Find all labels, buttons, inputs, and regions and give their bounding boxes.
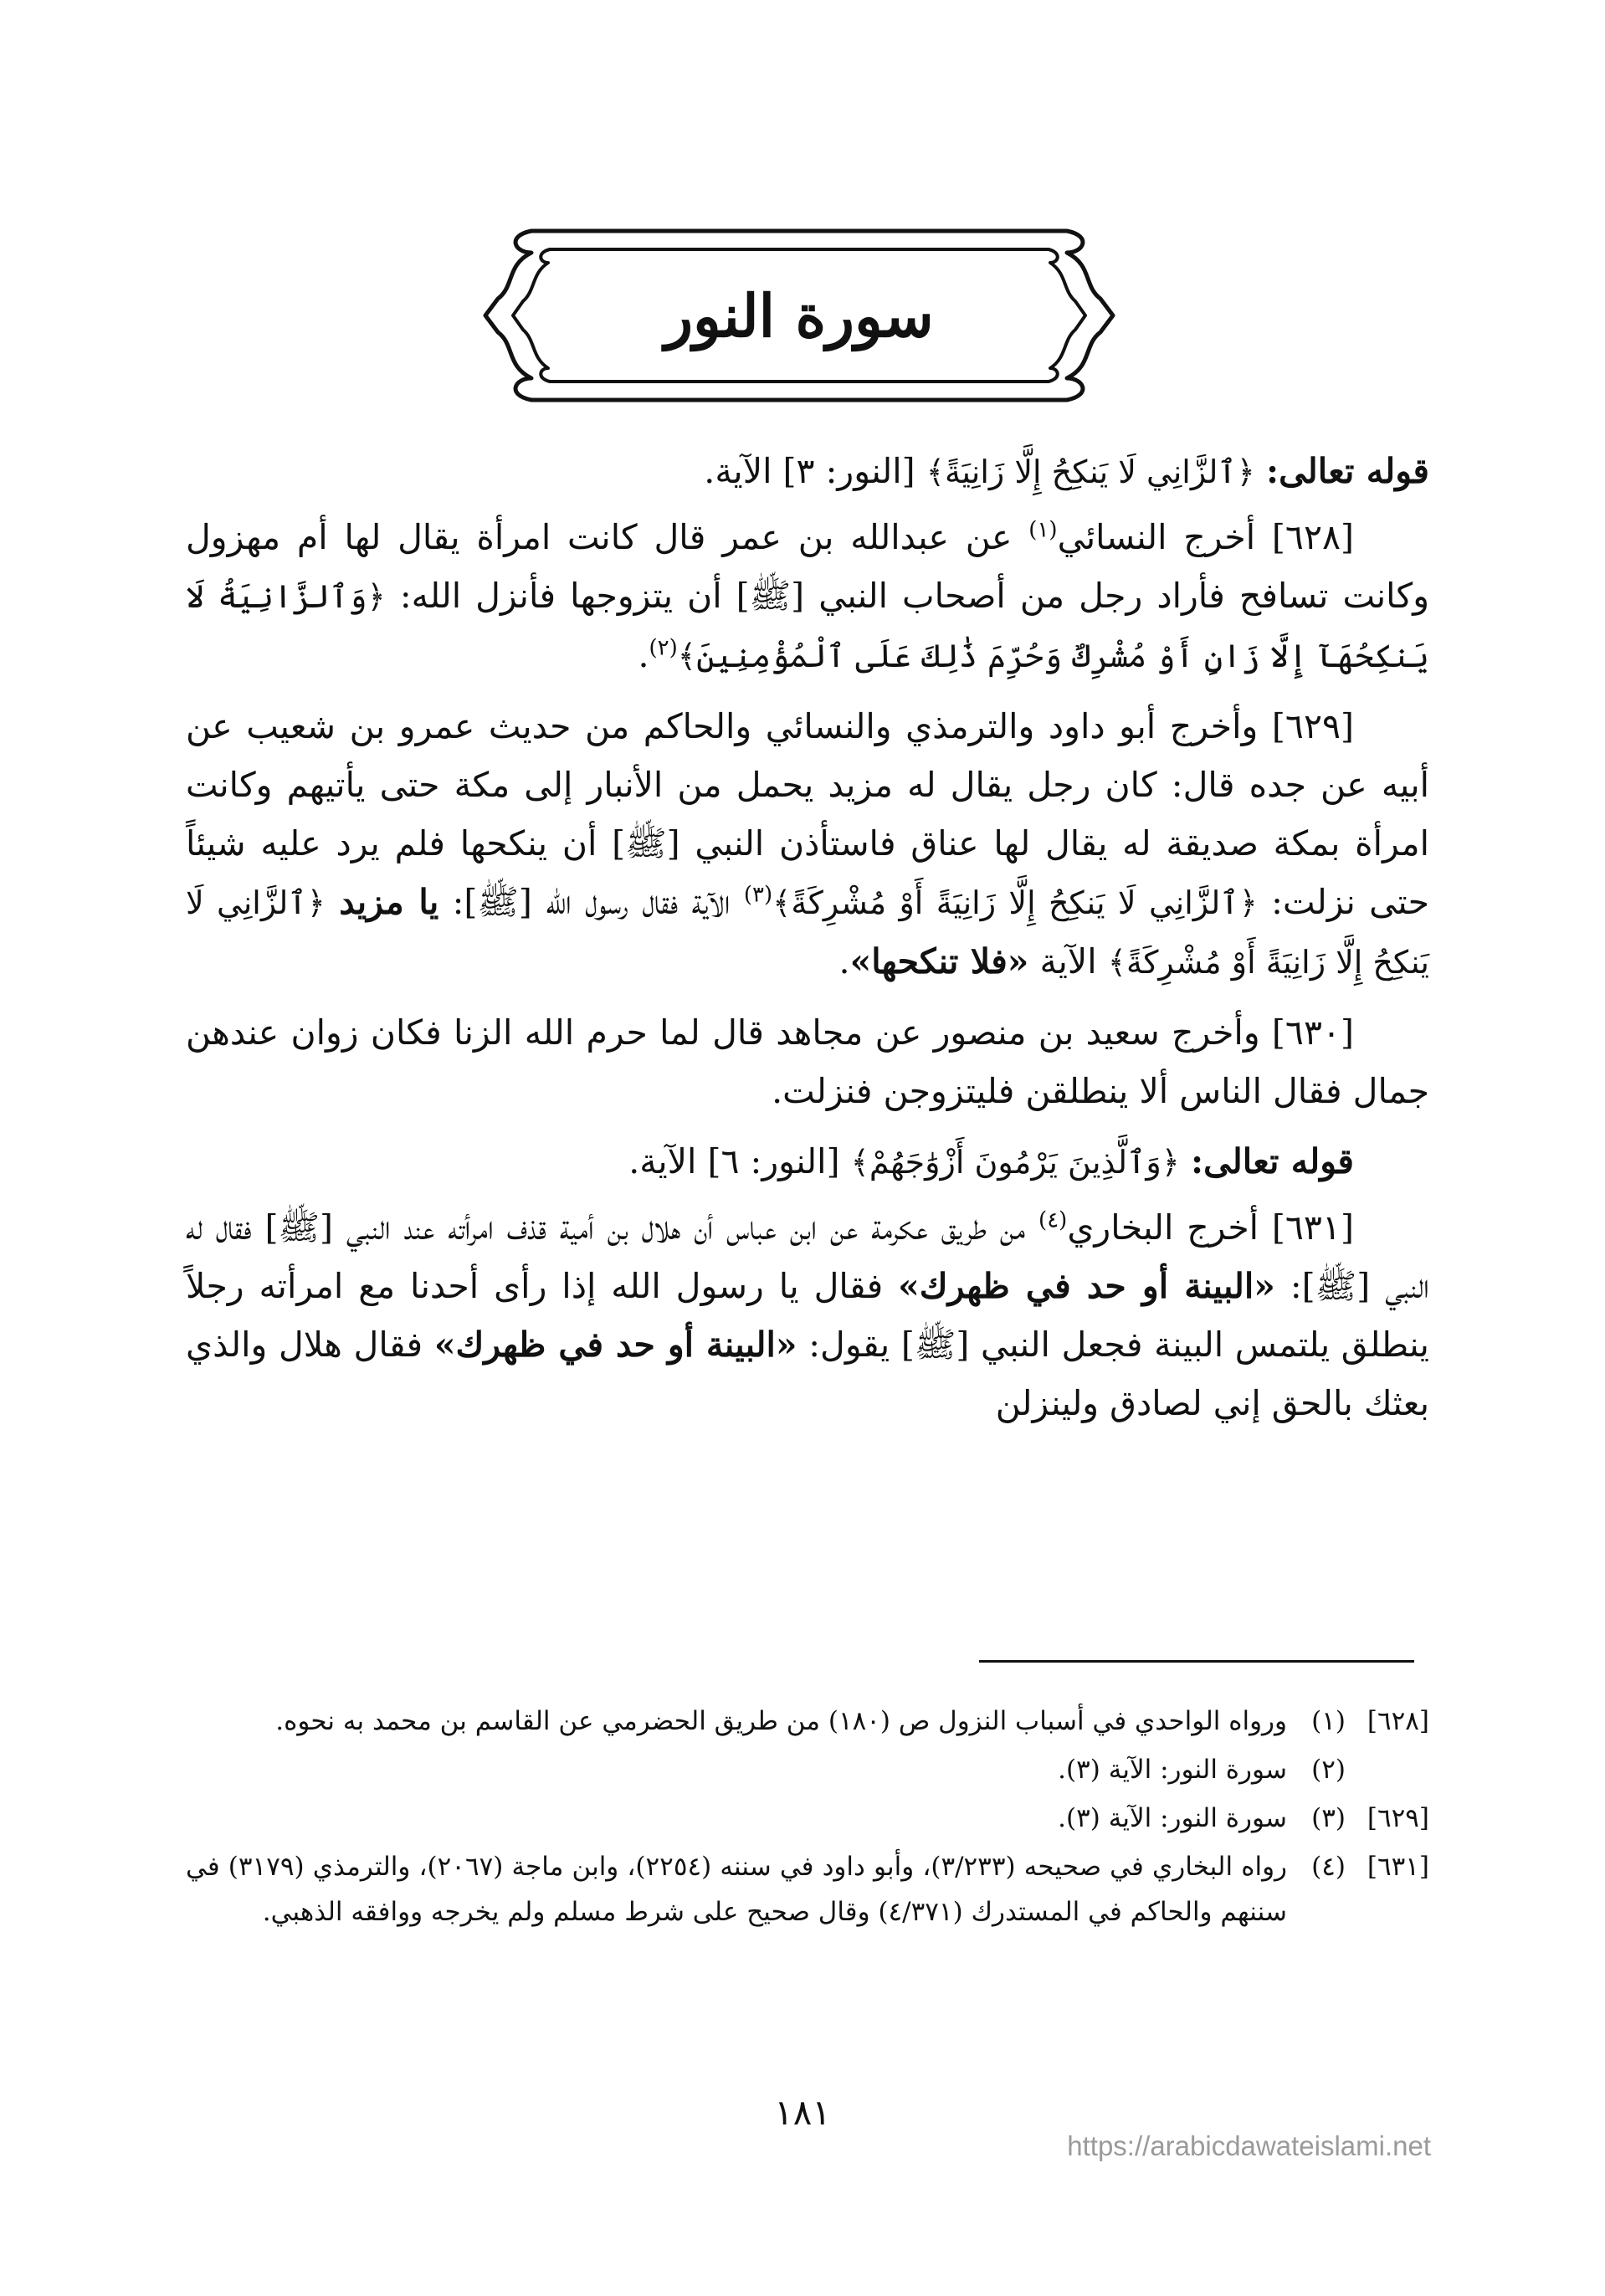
heading-lead: قوله تعالى: [1190, 1141, 1354, 1181]
bold-quote: «فلا تنكحها» [849, 941, 1029, 981]
page-number: ١٨١ [774, 2092, 831, 2133]
quran-verse: ﴿وَٱلَّذِينَ يَرْمُونَ أَزْوَٰجَهُمْ﴾ [850, 1144, 1180, 1181]
bold-quote: يا مزيد [339, 882, 439, 922]
bold-quote: «البينة أو حد في ظهرك» [433, 1325, 797, 1365]
footnote-row [186, 1747, 1429, 1792]
watermark-link[interactable]: https://arabicdawateislami.net [1067, 2130, 1431, 2161]
paragraph-text: من طريق عكرمة عن ابن عباس أن هلال بن أمية قذف امرأته عند النبي [ﷺ] فقال له النبي [ﷺ]: [186, 1207, 1429, 1306]
heading-lead: قوله تعالى: [1265, 451, 1429, 491]
verse-heading-1 [186, 442, 1429, 501]
quran-verse: ﴿ٱلزَّانِي لَا يَنكِحُ إِلَّا زَانِيَةً﴾ [926, 454, 1255, 490]
paragraph-text: [٦٣١] أخرج البخاري [1067, 1207, 1354, 1248]
footnote-text: ورواه الواحدي في أسباب النزول ص (١٨٠) من طريق الحضرمي عن القاسم بن محمد به نحوه. [275, 1706, 1287, 1736]
footnote-number: (٤) [1311, 1852, 1346, 1882]
footnote-marker: (٢) [649, 635, 678, 661]
paragraph-tail: . [638, 635, 649, 675]
footnote-text: سورة النور: الآية (٣). [1058, 1803, 1287, 1833]
footnote-number: (٣) [1311, 1803, 1346, 1833]
footnote-marker: (١) [1028, 517, 1058, 543]
paragraph-tail: . [838, 941, 850, 981]
quran-verse: ﴿ٱلزَّانِي لَا يَنكِحُ إِلَّا زَانِيَةً أَوْ مُشْرِكَةً﴾ [772, 884, 1258, 921]
footnote-marker: (٣) [743, 882, 773, 908]
main-text [186, 442, 1429, 1444]
footnote-text: سورة النور: الآية (٣). [1058, 1755, 1287, 1785]
footnotes [186, 1699, 1429, 1938]
paragraph-text: الآية [1039, 941, 1097, 981]
footnote-number: (١) [1311, 1706, 1346, 1736]
heading-tail: الآية. [704, 451, 772, 491]
hadith-628 [186, 508, 1429, 685]
footnote-row [186, 1796, 1429, 1841]
bold-quote: «البينة أو حد في ظهرك» [898, 1266, 1275, 1306]
surah-title: سورة النور [664, 280, 934, 351]
paragraph-text: [٦٢٨] أخرج النسائي [1057, 517, 1354, 557]
quran-verse: ﴿وَٱلزَّانِيَةُ لَا يَنكِحُهَآ إِلَّا زَانٍ أَوْ مُشْرِكٌ وَحُرِّمَ ذَٰلِكَ عَلَى ٱلْمُؤْمِنِينَ﴾ [186, 578, 1429, 674]
quran-verse: ﴿ٱلزَّانِي لَا يَنكِحُ إِلَّا زَانِيَةً أَوْ مُشْرِكَةً﴾ [186, 884, 1429, 981]
paragraph-text: [٦٣٠] وأخرج سعيد بن منصور عن مجاهد قال لما حرم الله الزنا فكان زوان عندهن جمال فقال الناس ألا ينطلقن فليتزوجن فنزلت. [186, 1012, 1429, 1111]
heading-tail: الآية. [628, 1141, 697, 1181]
footnote-separator [979, 1660, 1414, 1663]
footnote-ref: [٦٣١] [1367, 1852, 1429, 1882]
hadith-630 [186, 1003, 1429, 1120]
hadith-629 [186, 697, 1429, 992]
footnote-text: رواه البخاري في صحيحه (٣/٢٣٣)، وأبو داود في سننه (٢٢٥٤)، وابن ماجة (٢٠٦٧)، والترمذي (٣١٧٩) في سننهم والحاكم في المستدرك (٤/٣٧١) وقال صحيح على شرط مسلم ولم يخرجه ووافقه الذهبي. [186, 1852, 1288, 1927]
footnote-marker: (٤) [1038, 1207, 1068, 1233]
title-cartouche [481, 219, 1117, 412]
verse-reference: [النور: ٦] [707, 1141, 840, 1181]
footnote-row [186, 1844, 1429, 1935]
hadith-631 [186, 1198, 1429, 1432]
paragraph-text: فقال هلال والذي بعثك بالحق إني لصادق ولينزلن [186, 1325, 1429, 1423]
footnote-ref: [٦٢٨] [1367, 1706, 1429, 1736]
footnote-number: (٢) [1311, 1755, 1346, 1785]
footnote-row [186, 1699, 1429, 1744]
footnote-ref: [٦٢٩] [1367, 1803, 1429, 1833]
verse-heading-2 [186, 1132, 1429, 1192]
paragraph-text: فقال يا رسول الله إذا رأى أحدنا مع امرأته رجلاً ينطلق يلتمس البينة فجعل النبي [ﷺ] يقول: [186, 1266, 1429, 1365]
verse-reference: [النور: ٣] [782, 451, 915, 491]
paragraph-text: الآية فقال رسول الله [ﷺ]: [452, 882, 731, 922]
paragraph-text: عن عبدالله بن عمر قال كانت امرأة يقال لها أم مهزول وكانت تسافح فأراد رجل من أصحاب النبي [ﷺ] أن يتزوجها فأنزل الله: [186, 517, 1429, 616]
footnote-ref [1346, 1747, 1429, 1792]
paragraph-text: [٦٢٩] وأخرج أبو داود والترمذي والنسائي والحاكم من حديث عمرو بن شعيب عن أبيه عن جده قال: كان رجل يقال له مزيد يحمل من الأنبار إلى مكة حتى يأتيهم وكانت امرأة بمكة صديقة له يقال لها عناق فاستأذن النبي [ﷺ] أن ينكحها فلم يرد عليه شيئاً حتى نزلت: [186, 706, 1429, 922]
